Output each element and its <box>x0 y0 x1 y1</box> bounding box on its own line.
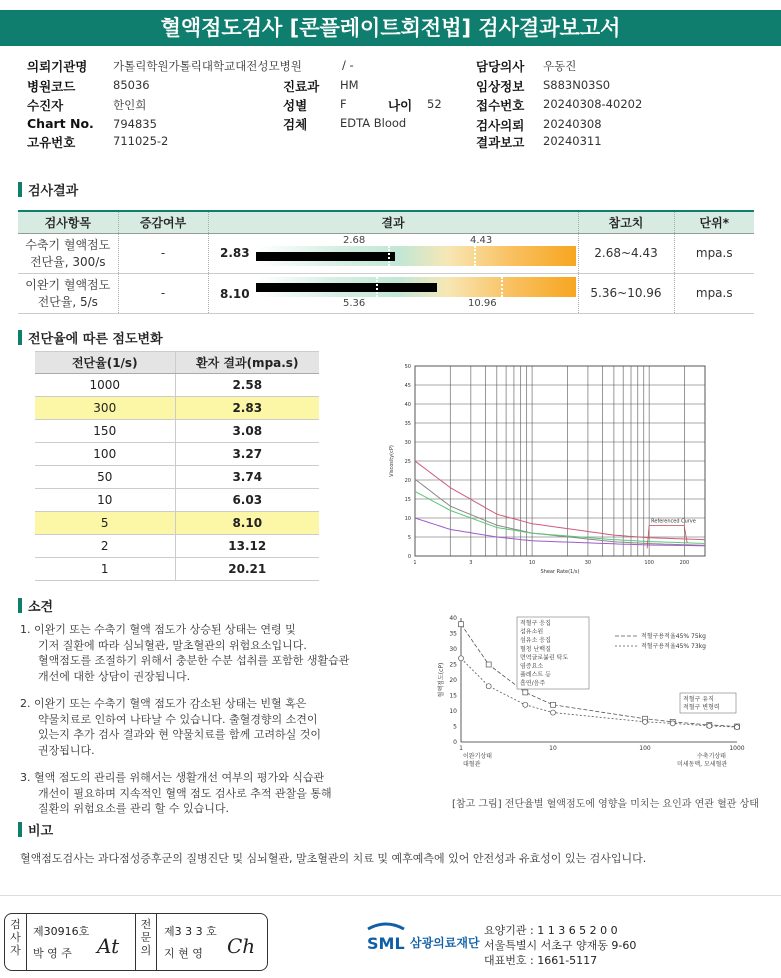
clinical-label: 임상정보 <box>476 79 525 94</box>
section-marker <box>18 330 22 345</box>
chart-value: 794835 <box>113 117 157 131</box>
y-tick-label: 45 <box>404 383 411 389</box>
patient-label: 수진자 <box>27 98 64 113</box>
institution-label: 의뢰기관명 <box>27 59 88 74</box>
doctor-label-box: 전문의 <box>135 914 157 970</box>
y-tick-label: 5 <box>453 723 457 731</box>
y-tick-label: 35 <box>449 630 457 638</box>
x-tick-label: 30 <box>584 560 592 566</box>
result-item: 수축기 혈액점도 전단율, 300/s <box>18 233 118 273</box>
table-row <box>35 420 319 443</box>
table-row <box>35 397 319 420</box>
clinical-value: S883N03S0 <box>543 78 611 92</box>
data-point <box>523 702 528 707</box>
results-col-ref: 참고치 <box>578 211 674 233</box>
comment-p2: 2. 이완기 또는 수축기 혈액 점도가 감소된 상태는 빈혈 혹은 약물치료로 인하여 나타날 수 있습니다. 출혈경향의 소견이 있는지 추가 검사 결과와 현 약물치료를 함께 고려하실 것이 권장됩니다. <box>20 697 321 757</box>
factor-label: 면역글로불린 탁도 <box>520 654 569 662</box>
results-col-item: 검사항목 <box>18 211 118 233</box>
y-tick-label: 30 <box>449 646 457 653</box>
section-marker <box>18 822 22 837</box>
y-tick-label: 30 <box>404 440 411 446</box>
data-point <box>551 710 556 715</box>
shear-header-row <box>35 352 319 374</box>
data-point <box>486 684 491 689</box>
signature-box <box>4 913 268 971</box>
sex-value: F <box>340 97 347 111</box>
reference-caption: [참고 그림] 전단율별 혈액점도에 영향을 미치는 요인과 연관 혈관 상태 <box>452 799 759 810</box>
y-tick-label: 10 <box>449 708 457 715</box>
result-bar-1 <box>256 246 576 266</box>
section-marker <box>18 598 22 613</box>
x-left-label-1: 이완기상태 <box>463 753 492 760</box>
comment-p3: 3. 혈액 점도의 관리를 위해서는 생활개선 여부의 평가와 식습관 개선이 필요하며 지속적인 혈액 점도 검사로 추적 관찰을 통해 질환의 위험요소를 관리 할 수 있습니다. <box>20 771 332 815</box>
x-left-label-2: 대혈관 <box>463 761 481 768</box>
result-bar-fill-1 <box>256 252 395 261</box>
org-logo <box>364 921 408 957</box>
result-value-2: 8.10 <box>220 287 250 301</box>
result-ref: 2.68~4.43 <box>578 233 674 273</box>
shear-result: 2.58 <box>175 374 319 397</box>
x-tick-label: 1000 <box>729 745 745 752</box>
shear-result: 3.08 <box>175 420 319 443</box>
report-value: 20240311 <box>543 134 602 148</box>
data-point <box>643 719 648 724</box>
shear-heading: 전단율에 따른 점도변화 <box>18 328 163 347</box>
table-row <box>35 466 319 489</box>
data-point <box>486 662 491 667</box>
x-axis-label: Shear Rate(1/s) <box>540 569 580 575</box>
shear-rate: 5 <box>35 512 175 535</box>
request-label: 검사의뢰 <box>476 118 525 133</box>
results-heading: 검사결과 <box>18 180 78 199</box>
remark-heading: 비고 <box>18 820 53 839</box>
results-col-change: 증감여부 <box>118 211 208 233</box>
annotation-label: Referenced Curve <box>651 518 696 525</box>
id-label: 고유번호 <box>27 135 76 150</box>
legend-label: 적혈구용적율45% 73kg <box>641 643 706 650</box>
series-line <box>461 658 737 727</box>
factor-label: 혈청 난백질 <box>520 645 551 653</box>
shear-col-rate: 전단율(1/s) <box>35 352 175 374</box>
specimen-value: EDTA Blood <box>340 116 407 130</box>
shear-rate: 50 <box>35 466 175 489</box>
table-row <box>35 558 319 581</box>
data-point <box>551 702 556 707</box>
org-code: 요양기관 : 1 1 3 6 5 2 0 0 <box>484 924 618 937</box>
shear-result: 13.12 <box>175 535 319 558</box>
logo-icon <box>364 921 408 953</box>
y-tick-label: 50 <box>404 364 411 370</box>
org-name: 삼광의료재단 <box>410 936 480 950</box>
y-tick-label: 0 <box>407 554 411 560</box>
y-tick-label: 20 <box>449 677 457 684</box>
data-point <box>459 622 464 627</box>
hospital-code-value: 85036 <box>113 78 150 92</box>
request-value: 20240308 <box>543 117 602 131</box>
factor-label: 섬유소원 <box>520 628 544 636</box>
tester-name: 박 영 주 <box>33 947 72 960</box>
tester-signature: At <box>97 934 120 958</box>
x-tick-label: 3 <box>469 560 473 566</box>
table-row <box>35 374 319 397</box>
results-col-result: 결과 <box>208 211 578 233</box>
y-axis-label: Viscosity(cP) <box>389 445 395 477</box>
tester-label: 검사자 <box>5 914 27 970</box>
doctor-no: 제3 3 3 호 <box>164 925 217 938</box>
org-phone: 대표번호 : 1661-5117 <box>484 954 598 967</box>
result-change: - <box>118 233 208 273</box>
shear-result: 2.83 <box>175 397 319 420</box>
footer-divider <box>0 895 781 896</box>
y-tick-label: 25 <box>404 459 411 465</box>
y-tick-label: 40 <box>404 402 411 408</box>
report-title: 혈액점도검사 [콘플레이트회전법] 검사결과보고서 <box>0 10 781 46</box>
x-tick-label: 10 <box>528 560 536 566</box>
factor-label: 섬유소 응집 <box>520 637 551 645</box>
result-ref: 5.36~10.96 <box>578 273 674 313</box>
sex-label: 성별 <box>283 98 308 113</box>
ref-high-label-2: 10.96 <box>468 298 497 309</box>
doctor-value: 우동진 <box>543 59 577 73</box>
y-tick-label: 15 <box>404 497 411 503</box>
shear-result: 3.27 <box>175 443 319 466</box>
viscosity-chart <box>383 358 713 580</box>
x-right-label-1: 수축기상태 <box>697 753 726 760</box>
org-address: 서울특별시 서초구 양재동 9-60 <box>484 939 637 952</box>
result-unit: mpa.s <box>674 233 754 273</box>
table-row <box>35 489 319 512</box>
specimen-label: 검체 <box>283 117 308 132</box>
y-axis-label: 혈액점도(cP) <box>438 662 445 698</box>
comment-heading: 소견 <box>18 596 53 615</box>
y-tick-label: 25 <box>449 661 457 669</box>
x-right-label-2: 미세동맥, 모세혈관 <box>677 761 728 768</box>
age-value: 52 <box>427 97 442 111</box>
shear-table <box>35 351 319 581</box>
factor-label: 염증요소 <box>520 663 544 670</box>
data-point <box>523 690 528 695</box>
shear-col-result: 환자 결과(mpa.s) <box>175 352 319 374</box>
shear-rate: 2 <box>35 535 175 558</box>
factor-label: 흡연/음주 <box>520 680 546 688</box>
doctor-name: 지 현 영 <box>164 947 203 960</box>
tester-no: 제30916호 <box>33 925 90 938</box>
doctor-signature: Ch <box>227 934 256 958</box>
factor-label: 플레스트 등 <box>520 671 551 679</box>
x-tick-label: 1 <box>459 745 463 752</box>
ref-high-tick-1 <box>474 246 476 266</box>
result-item: 이완기 혈액점도 전단율, 5/s <box>18 273 118 313</box>
data-point <box>707 723 712 728</box>
ref-low-label-2: 5.36 <box>343 298 366 309</box>
ref-high-label-1: 4.43 <box>470 235 493 246</box>
result-value-1: 2.83 <box>220 246 250 260</box>
table-row <box>35 535 319 558</box>
x-tick-label: 1 <box>413 560 417 566</box>
shear-result: 8.10 <box>175 512 319 535</box>
results-col-unit: 단위* <box>674 211 754 233</box>
reference-chart <box>415 612 755 780</box>
result-unit: mpa.s <box>674 273 754 313</box>
shear-result: 6.03 <box>175 489 319 512</box>
x-tick-label: 10 <box>549 745 557 752</box>
data-point <box>670 721 675 726</box>
dept-value: HM <box>340 78 359 92</box>
x-tick-label: 200 <box>679 560 690 566</box>
comment-p1: 1. 이완기 또는 수축기 혈액 점도가 상승된 상태는 연령 및 기저 질환에 따라 심뇌혈관, 말초혈관의 위험요소입니다. 혈액점도를 조절하기 위해서 충분한 수분 섭취를 포함한 생활습관 개선에 대한 상담이 권장됩니다. <box>20 623 350 683</box>
shear-rate: 100 <box>35 443 175 466</box>
y-tick-label: 35 <box>404 421 411 427</box>
results-header-row <box>18 211 754 233</box>
shear-result: 3.74 <box>175 466 319 489</box>
institution-value: 가톨릭학원가톨릭대학교대전성모병원 <box>113 59 302 73</box>
shear-rate: 1 <box>35 558 175 581</box>
result-change: - <box>118 273 208 313</box>
data-point <box>735 725 740 730</box>
shear-rate: 150 <box>35 420 175 443</box>
result-bar-fill-2 <box>256 283 437 292</box>
factor-label-2: 적혈구 변형력 <box>683 704 720 711</box>
comment-body <box>20 622 360 817</box>
shear-rate: 1000 <box>35 374 175 397</box>
logo-text: SML <box>367 934 405 953</box>
data-point <box>459 656 464 661</box>
factor-label-2: 적혈구 유직 <box>683 696 714 703</box>
receipt-label: 접수번호 <box>476 98 525 113</box>
hospital-code-label: 병원코드 <box>27 79 76 94</box>
ref-low-label-1: 2.68 <box>343 235 366 246</box>
legend-label: 적혈구용적율45% 75kg <box>641 633 706 640</box>
shear-rate: 10 <box>35 489 175 512</box>
x-tick-label: 100 <box>644 560 654 566</box>
doctor-label: 담당의사 <box>476 59 525 74</box>
institution-dept: / - <box>342 58 354 72</box>
y-tick-label: 10 <box>404 516 411 522</box>
section-marker <box>18 182 22 197</box>
y-tick-label: 20 <box>404 478 411 484</box>
remark-text: 혈액점도검사는 과다점성증후군의 질병진단 및 심뇌혈관, 말초혈관의 치료 및 예후예측에 있어 안전성과 유효성이 있는 검사입니다. <box>20 852 647 865</box>
y-tick-label: 40 <box>449 615 457 622</box>
report-label: 결과보고 <box>476 135 525 150</box>
y-tick-label: 15 <box>449 692 457 700</box>
factor-label: 적혈구 응집 <box>520 620 551 627</box>
x-tick-label: 100 <box>639 745 651 752</box>
table-row <box>35 443 319 466</box>
result-bar-2 <box>256 277 576 297</box>
age-label: 나이 <box>388 98 413 113</box>
y-tick-label: 0 <box>453 739 457 746</box>
patient-value: 한인희 <box>113 98 147 112</box>
ref-high-tick-2 <box>501 277 503 297</box>
dept-label: 진료과 <box>283 79 320 94</box>
ref-low-tick-1 <box>388 246 390 266</box>
chart-label: Chart No. <box>27 116 94 131</box>
table-row <box>35 512 319 535</box>
ref-low-tick-2 <box>376 277 378 297</box>
shear-rate: 300 <box>35 397 175 420</box>
shear-result: 20.21 <box>175 558 319 581</box>
receipt-value: 20240308-40202 <box>543 97 643 111</box>
y-tick-label: 5 <box>407 535 411 541</box>
id-value: 711025-2 <box>113 134 169 148</box>
